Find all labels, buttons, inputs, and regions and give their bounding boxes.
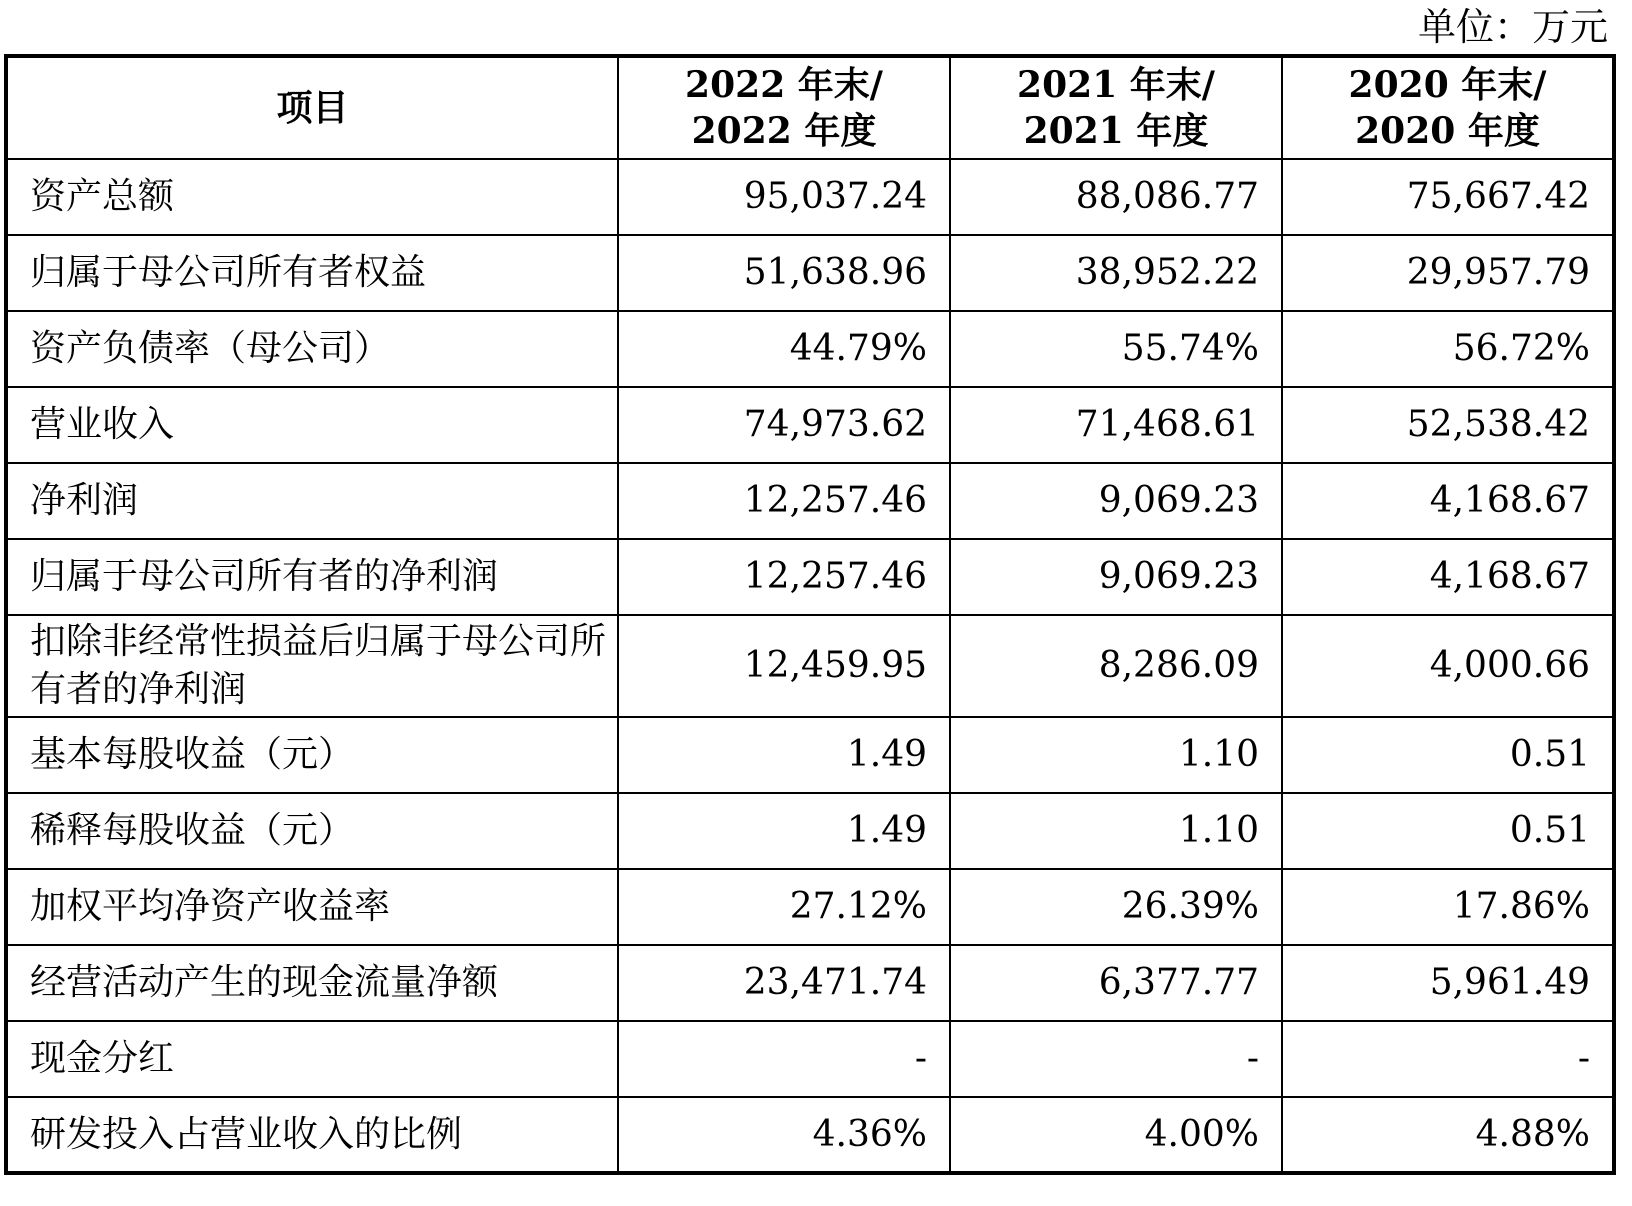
row-item-label: 净利润 (6, 463, 618, 539)
row-value-2022: 27.12% (618, 869, 950, 945)
row-value-2020: 0.51 (1282, 793, 1614, 869)
row-value-2021: 6,377.77 (950, 945, 1282, 1021)
row-value-2020: 75,667.42 (1282, 159, 1614, 235)
row-item-label: 归属于母公司所有者权益 (6, 235, 618, 311)
row-value-2020: 4,168.67 (1282, 539, 1614, 615)
row-value-2021: 8,286.09 (950, 615, 1282, 717)
table-row (6, 615, 1614, 717)
row-value-2022: 1.49 (618, 717, 950, 793)
row-value-2021: - (950, 1021, 1282, 1097)
row-item-label: 资产负债率（母公司） (6, 311, 618, 387)
row-value-2020: 29,957.79 (1282, 235, 1614, 311)
financial-summary-table (4, 54, 1616, 1175)
table-row (6, 945, 1614, 1021)
row-item-label: 研发投入占营业收入的比例 (6, 1097, 618, 1173)
header-2021-line2: 2021 年度 (1023, 110, 1209, 152)
table-row (6, 463, 1614, 539)
header-2020 (1282, 56, 1614, 159)
row-value-2020: 52,538.42 (1282, 387, 1614, 463)
row-value-2022: 4.36% (618, 1097, 950, 1173)
header-2021 (950, 56, 1282, 159)
header-2021-line1: 2021 年末/ (1017, 64, 1215, 106)
row-value-2022: 12,459.95 (618, 615, 950, 717)
row-value-2022: - (618, 1021, 950, 1097)
row-value-2021: 4.00% (950, 1097, 1282, 1173)
row-value-2022: 51,638.96 (618, 235, 950, 311)
table-row (6, 539, 1614, 615)
row-value-2022: 23,471.74 (618, 945, 950, 1021)
row-value-2021: 1.10 (950, 793, 1282, 869)
row-item-label: 扣除非经常性损益后归属于母公司所有者的净利润 (6, 615, 618, 717)
row-value-2020: 0.51 (1282, 717, 1614, 793)
row-item-label: 稀释每股收益（元） (6, 793, 618, 869)
row-item-label: 加权平均净资产收益率 (6, 869, 618, 945)
row-item-label: 归属于母公司所有者的净利润 (6, 539, 618, 615)
row-value-2021: 9,069.23 (950, 463, 1282, 539)
table-row (6, 793, 1614, 869)
row-item-label: 现金分红 (6, 1021, 618, 1097)
table-row (6, 869, 1614, 945)
row-value-2020: 4.88% (1282, 1097, 1614, 1173)
row-value-2021: 88,086.77 (950, 159, 1282, 235)
row-value-2020: 17.86% (1282, 869, 1614, 945)
row-item-label: 营业收入 (6, 387, 618, 463)
table-header-row (6, 56, 1614, 159)
row-value-2022: 1.49 (618, 793, 950, 869)
row-value-2020: 4,000.66 (1282, 615, 1614, 717)
table-row (6, 717, 1614, 793)
table-row (6, 387, 1614, 463)
row-value-2022: 95,037.24 (618, 159, 950, 235)
header-2022 (618, 56, 950, 159)
row-value-2021: 9,069.23 (950, 539, 1282, 615)
row-value-2020: - (1282, 1021, 1614, 1097)
header-2022-line1: 2022 年末/ (685, 64, 883, 106)
header-item: 项目 (6, 56, 618, 159)
row-value-2022: 12,257.46 (618, 539, 950, 615)
row-value-2021: 26.39% (950, 869, 1282, 945)
row-value-2020: 4,168.67 (1282, 463, 1614, 539)
unit-label: 单位：万元 (1417, 5, 1608, 49)
table-row (6, 235, 1614, 311)
row-item-label: 经营活动产生的现金流量净额 (6, 945, 618, 1021)
header-2020-line2: 2020 年度 (1355, 110, 1540, 152)
header-2020-line1: 2020 年末/ (1348, 64, 1547, 106)
row-value-2020: 56.72% (1282, 311, 1614, 387)
row-item-label: 基本每股收益（元） (6, 717, 618, 793)
row-item-label: 资产总额 (6, 159, 618, 235)
row-value-2021: 55.74% (950, 311, 1282, 387)
row-value-2020: 5,961.49 (1282, 945, 1614, 1021)
row-value-2021: 71,468.61 (950, 387, 1282, 463)
row-value-2021: 38,952.22 (950, 235, 1282, 311)
row-value-2021: 1.10 (950, 717, 1282, 793)
row-value-2022: 12,257.46 (618, 463, 950, 539)
header-2022-line2: 2022 年度 (691, 110, 877, 152)
table-row (6, 159, 1614, 235)
table-row (6, 311, 1614, 387)
row-value-2022: 44.79% (618, 311, 950, 387)
table-row (6, 1021, 1614, 1097)
table-row (6, 1097, 1614, 1173)
row-value-2022: 74,973.62 (618, 387, 950, 463)
